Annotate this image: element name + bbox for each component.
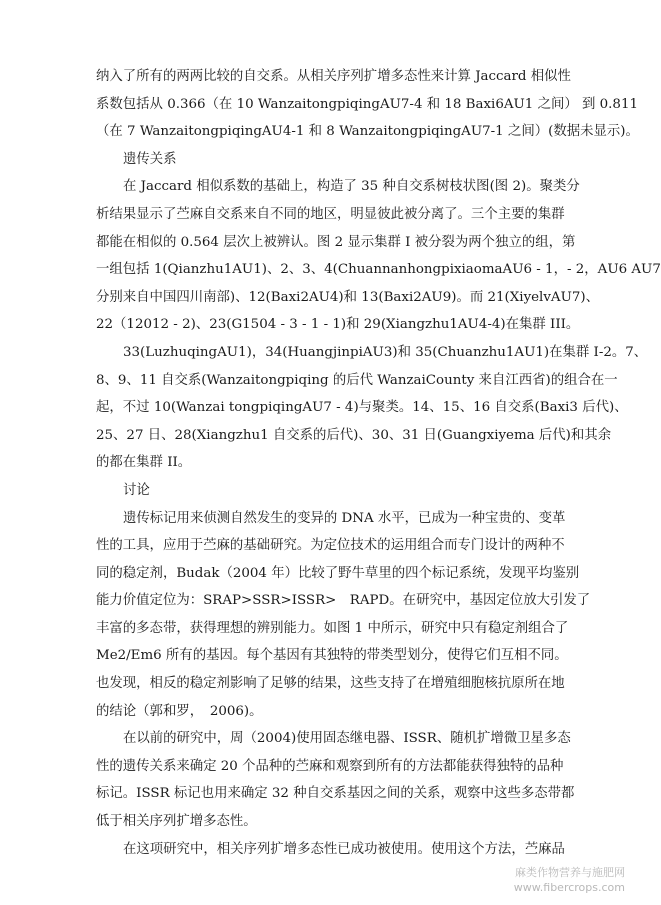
text-line: 丰富的多态带，获得理想的辨别能力。如图 1 中所示，研究中只有稳定剂组合了 — [96, 620, 569, 636]
text-line: Me2/Em6 所有的基因。每个基因有其独特的带类型划分，使得它们互相不同。 — [96, 648, 568, 664]
text-line: 25、27 日、28(Xiangzhu1 自交系的后代)、30、31 日(Guangxiyema 后代)和其余 — [96, 427, 612, 443]
document-page — [96, 63, 661, 863]
text-line: 性的遗传关系来确定 20 个品种的苎麻和观察到所有的方法都能获得独特的品种 — [96, 758, 564, 774]
text-line: 低于相关序列扩增多态性。 — [96, 814, 257, 830]
section-heading: 遗传关系 — [123, 151, 177, 167]
text-line: 纳入了所有的两两比较的自交系。从相关序列扩增多态性来计算 Jaccard 相似性 — [96, 69, 571, 84]
text-line: 标记。ISSR 标记也用来确定 32 种自交系基因之间的关系，观察中这些多态带都 — [96, 786, 575, 802]
text-line: 22（12012 - 2)、23(G1504 - 3 - 1 - 1)和 29(Xiangzhu1AU4-4)在集群 III。 — [96, 317, 580, 333]
watermark — [514, 865, 625, 895]
text-line: （在 7 WanzaitongpiqingAU4-1 和 8 WanzaitongpiqingAU7-1 之间）(数据未显示)。 — [96, 124, 639, 140]
text-line: 一组包括 1(Qianzhu1AU1)、2、3、4(ChuannanhongpixiaomaAU6 - 1，- 2，AU6 AU7 — [96, 262, 661, 278]
text-line: 也发现，相反的稳定剂影响了足够的结果，这些支持了在增殖细胞核抗原所在地 — [96, 676, 565, 692]
watermark-title: 麻类作物营养与施肥网 — [515, 866, 625, 879]
text-line: 能力价值定位为：SRAP>SSR>ISSR> RAPD。在研究中，基因定位放大引发了 — [96, 593, 591, 609]
text-line: 都能在相似的 0.564 层次上被辨认。图 2 显示集群 I 被分裂为两个独立的组，第 — [96, 234, 576, 250]
text-line: 在 Jaccard 相似系数的基础上，构造了 35 种自交系树枝状图(图 2)。聚类分 — [123, 179, 580, 195]
text-line: 性的工具，应用于苎麻的基础研究。为定位技术的运用组合而专门设计的两种不 — [96, 538, 565, 554]
text-line: 的结论（郭和罗， 2006)。 — [96, 703, 263, 719]
text-line: 起，不过 10(Wanzai tongpiqingAU7 - 4)与聚类。14、15、16 自交系(Baxi3 后代)、 — [96, 400, 628, 416]
text-line: 同的稳定剂，Budak（2004 年）比较了野牛草里的四个标记系统，发现平均鉴别 — [96, 565, 580, 581]
watermark-url: www.fibercrops.com — [513, 881, 625, 894]
text-line: 系数包括从 0.366（在 10 WanzaitongpiqingAU7-4 和 18 Baxi6AU1 之间） 到 0.811 — [96, 96, 638, 112]
text-line: 分别来自中国四川南部)、12(Baxi2AU4)和 13(Baxi2AU9)。而 21(XiyelvAU7)、 — [96, 289, 599, 305]
text-line: 析结果显示了苎麻自交系来自不同的地区，明显彼此被分离了。三个主要的集群 — [96, 206, 565, 222]
text-line: 8、9、11 自交系(Wanzaitongpiqing 的后代 WanzaiCounty 来自江西省)的组合在一 — [96, 372, 618, 388]
section-heading: 讨论 — [123, 482, 150, 498]
text-line: 在以前的研究中，周（2004)使用固态继电器、ISSR、随机扩增微卫星多态 — [123, 731, 571, 747]
text-line: 在这项研究中，相关序列扩增多态性已成功被使用。使用这个方法，苎麻品 — [123, 841, 565, 857]
text-line: 遗传标记用来侦测自然发生的变异的 DNA 水平，已成为一种宝贵的、变革 — [123, 510, 566, 526]
text-line: 33(LuzhuqingAU1)，34(HuangjinpiAU3)和 35(Chuanzhu1AU1)在集群 I-2。7、 — [123, 344, 648, 360]
text-line: 的都在集群 II。 — [96, 455, 192, 471]
